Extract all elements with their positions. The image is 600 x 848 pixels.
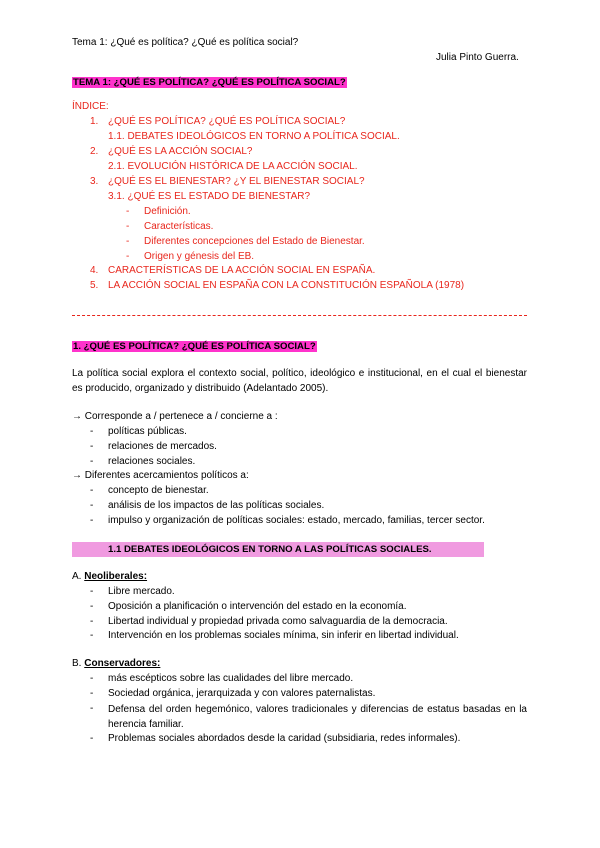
index-sub-3: 3.1. ¿QUÉ ES EL ESTADO DE BIENESTAR? bbox=[108, 191, 311, 202]
index-bullet: - Origen y génesis del EB. bbox=[126, 251, 255, 262]
index-bullet: - Características. bbox=[126, 221, 214, 232]
index-text: CARACTERÍSTICAS DE LA ACCIÓN SOCIAL EN ESPAÑA. bbox=[108, 265, 376, 276]
list-item: - Sociedad orgánica, jerarquizada y con valores paternalistas. bbox=[90, 688, 376, 699]
list-item: - Problemas sociales abordados desde la caridad (subsidiaria, redes informales). bbox=[90, 733, 461, 744]
index-bullet: - Diferentes concepciones del Estado de Bienestar. bbox=[126, 236, 365, 247]
index-label: ÍNDICE: bbox=[72, 101, 109, 112]
list-item: - políticas públicas. bbox=[90, 426, 187, 437]
section-1-heading bbox=[72, 336, 317, 354]
section-1-1-heading bbox=[72, 542, 484, 557]
page-header-title: Tema 1: ¿Qué es política? ¿Qué es política social? bbox=[72, 37, 299, 48]
list-item: - Oposición a planificación o intervención del estado en la economía. bbox=[90, 601, 407, 612]
title-banner bbox=[72, 72, 347, 90]
index-sub-2: 2.1. EVOLUCIÓN HISTÓRICA DE LA ACCIÓN SOCIAL. bbox=[108, 161, 358, 172]
index-item-2 bbox=[90, 145, 253, 159]
index-num: 3. bbox=[90, 176, 99, 187]
index-text: ¿QUÉ ES EL BIENESTAR? ¿Y EL BIENESTAR SOCIAL? bbox=[108, 176, 365, 187]
list-item: - relaciones de mercados. bbox=[90, 441, 217, 452]
section-divider bbox=[72, 315, 527, 316]
list-item: - impulso y organización de políticas sociales: estado, mercado, familias, tercer sector. bbox=[90, 515, 485, 526]
index-num: 4. bbox=[90, 265, 99, 276]
index-text: ¿QUÉ ES POLÍTICA? ¿QUÉ ES POLÍTICA SOCIAL? bbox=[108, 116, 346, 127]
list-item: - Defensa del orden hegemónico, valores tradicionales y diferencias de estatus basadas en la herencia familiar. bbox=[90, 703, 527, 730]
section-1-1-heading-text: 1.1 DEBATES IDEOLÓGICOS EN TORNO A LAS POLÍTICAS SOCIALES. bbox=[108, 544, 432, 555]
list-item: - concepto de bienestar. bbox=[90, 485, 209, 496]
section-1-heading-text: 1. ¿QUÉ ES POLÍTICA? ¿QUÉ ES POLÍTICA SOCIAL? bbox=[73, 341, 316, 352]
list-item: - Intervención en los problemas sociales mínima, sin inferir en libertad individual. bbox=[90, 630, 459, 641]
arrow-line-2: → Diferentes acercamientos políticos a: bbox=[72, 470, 249, 481]
index-num: 1. bbox=[90, 116, 99, 127]
index-text: ¿QUÉ ES LA ACCIÓN SOCIAL? bbox=[108, 146, 253, 157]
arrow-line-1: → Corresponde a / pertenece a / concierne a : bbox=[72, 411, 278, 422]
index-item-3 bbox=[90, 175, 365, 189]
index-item-4 bbox=[90, 264, 375, 278]
index-num: 5. bbox=[90, 280, 99, 291]
index-bullet: - Definición. bbox=[126, 206, 191, 217]
page-header-author: Julia Pinto Guerra. bbox=[436, 52, 519, 63]
index-item-5 bbox=[90, 279, 464, 293]
group-a-title: A. Neoliberales: bbox=[72, 571, 148, 582]
title-banner-text: TEMA 1: ¿QUÉ ES POLÍTICA? ¿QUÉ ES POLÍTICA SOCIAL? bbox=[73, 77, 346, 88]
list-item: - relaciones sociales. bbox=[90, 456, 196, 467]
index-text: LA ACCIÓN SOCIAL EN ESPAÑA CON LA CONSTITUCIÓN ESPAÑOLA (1978) bbox=[108, 280, 465, 291]
group-b-title: B. Conservadores: bbox=[72, 658, 161, 669]
section-1-paragraph: La política social explora el contexto social, político, ideológico e institucional, en el cual el bienestar es producido, organizado y distribuido (Adelantado 2005). bbox=[72, 368, 527, 394]
index-item-1 bbox=[90, 115, 345, 129]
index-num: 2. bbox=[90, 146, 99, 157]
list-item: - Libre mercado. bbox=[90, 586, 175, 597]
list-item: - más escépticos sobre las cualidades del libre mercado. bbox=[90, 673, 354, 684]
list-item: - Libertad individual y propiedad privada como salvaguardia de la democracia. bbox=[90, 616, 448, 627]
index-sub-1: 1.1. DEBATES IDEOLÓGICOS EN TORNO A POLÍTICA SOCIAL. bbox=[108, 131, 400, 142]
list-item: - análisis de los impactos de las políticas sociales. bbox=[90, 500, 325, 511]
